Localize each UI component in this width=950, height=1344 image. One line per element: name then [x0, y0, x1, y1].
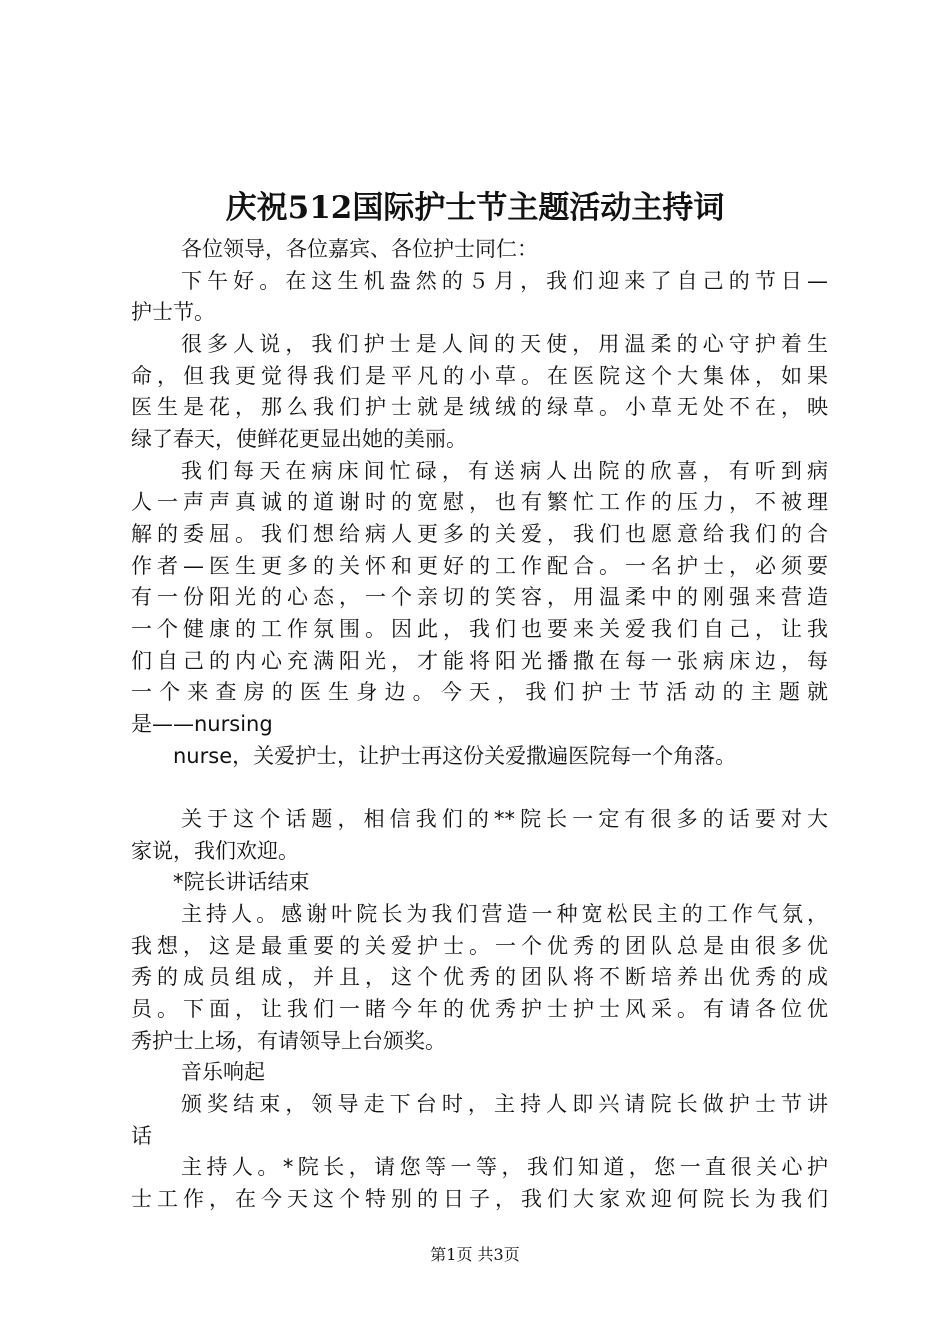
- body-line: 我们每天在病床间忙碌，有送病人出院的欣喜，有听到病: [181, 459, 828, 483]
- body-line: 话: [131, 1124, 152, 1148]
- body-line: 下午好。在这生机盎然的５月，我们迎来了自己的节日—: [181, 269, 828, 293]
- body-line: 一个来查房的医生身边。今天，我们护士节活动的主题就: [131, 680, 828, 704]
- document-title: 庆祝512国际护士节主题活动主持词: [225, 190, 725, 226]
- body-line: 作者—医生更多的关怀和更好的工作配合。一名护士，必须要: [131, 554, 828, 578]
- body-line: 人一声声真诚的道谢时的宽慰，也有繁忙工作的压力，不被理: [131, 490, 828, 514]
- salutation-line: 各位领导，各位嘉宾、各位护士同仁：: [181, 237, 538, 261]
- body-line: 员。下面，让我们一睹今年的优秀护士护士风采。有请各位优: [131, 997, 828, 1021]
- stage-note: *院长讲话结束: [173, 870, 310, 894]
- stage-note: 音乐响起: [181, 1060, 265, 1084]
- body-line: 主持人。感谢叶院长为我们营造一种宽松民主的工作气氛，: [181, 902, 828, 926]
- body-line: 们自己的内心充满阳光，才能将阳光播撒在每一张病床边，每: [131, 649, 828, 673]
- body-line: 医生是花，那么我们护士就是绒绒的绿草。小草无处不在，映: [131, 395, 828, 419]
- body-line: 命，但我更觉得我们是平凡的小草。在医院这个大集体，如果: [131, 364, 828, 388]
- body-line: 秀护士上场，有请领导上台颁奖。: [131, 1029, 446, 1053]
- body-line: nurse，关爱护士，让护士再这份关爱撒遍医院每一个角落。: [173, 744, 737, 768]
- page-footer: 第1页 共3页: [430, 1245, 520, 1264]
- body-line: 颁奖结束，领导走下台时，主持人即兴请院长做护士节讲: [181, 1092, 828, 1116]
- body-line: 主持人。*院长，请您等一等，我们知道，您一直很关心护: [181, 1155, 828, 1179]
- body-line: 秀的成员组成，并且，这个优秀的团队将不断培养出优秀的成: [131, 965, 828, 989]
- body-line: 我想，这是最重要的关爱护士。一个优秀的团队总是由很多优: [131, 934, 828, 958]
- body-line: 士工作，在今天这个特别的日子，我们大家欢迎何院长为我们: [131, 1187, 828, 1211]
- body-line: 是——nursing: [131, 712, 273, 736]
- body-line: 一个健康的工作氛围。因此，我们也要来关爱我们自己，让我: [131, 617, 828, 641]
- body-line: 很多人说，我们护士是人间的天使，用温柔的心守护着生: [181, 332, 828, 356]
- body-line: 家说，我们欢迎。: [131, 839, 299, 863]
- body-line: 关于这个话题，相信我们的**院长一定有很多的话要对大: [181, 807, 828, 831]
- body-line: 解的委屈。我们想给病人更多的关爱，我们也愿意给我们的合: [131, 522, 828, 546]
- body-line: 有一份阳光的心态，一个亲切的笑容，用温柔中的刚强来营造: [131, 585, 828, 609]
- body-line: 护士节。: [131, 300, 215, 324]
- body-line: 绿了春天，使鲜花更显出她的美丽。: [131, 427, 467, 451]
